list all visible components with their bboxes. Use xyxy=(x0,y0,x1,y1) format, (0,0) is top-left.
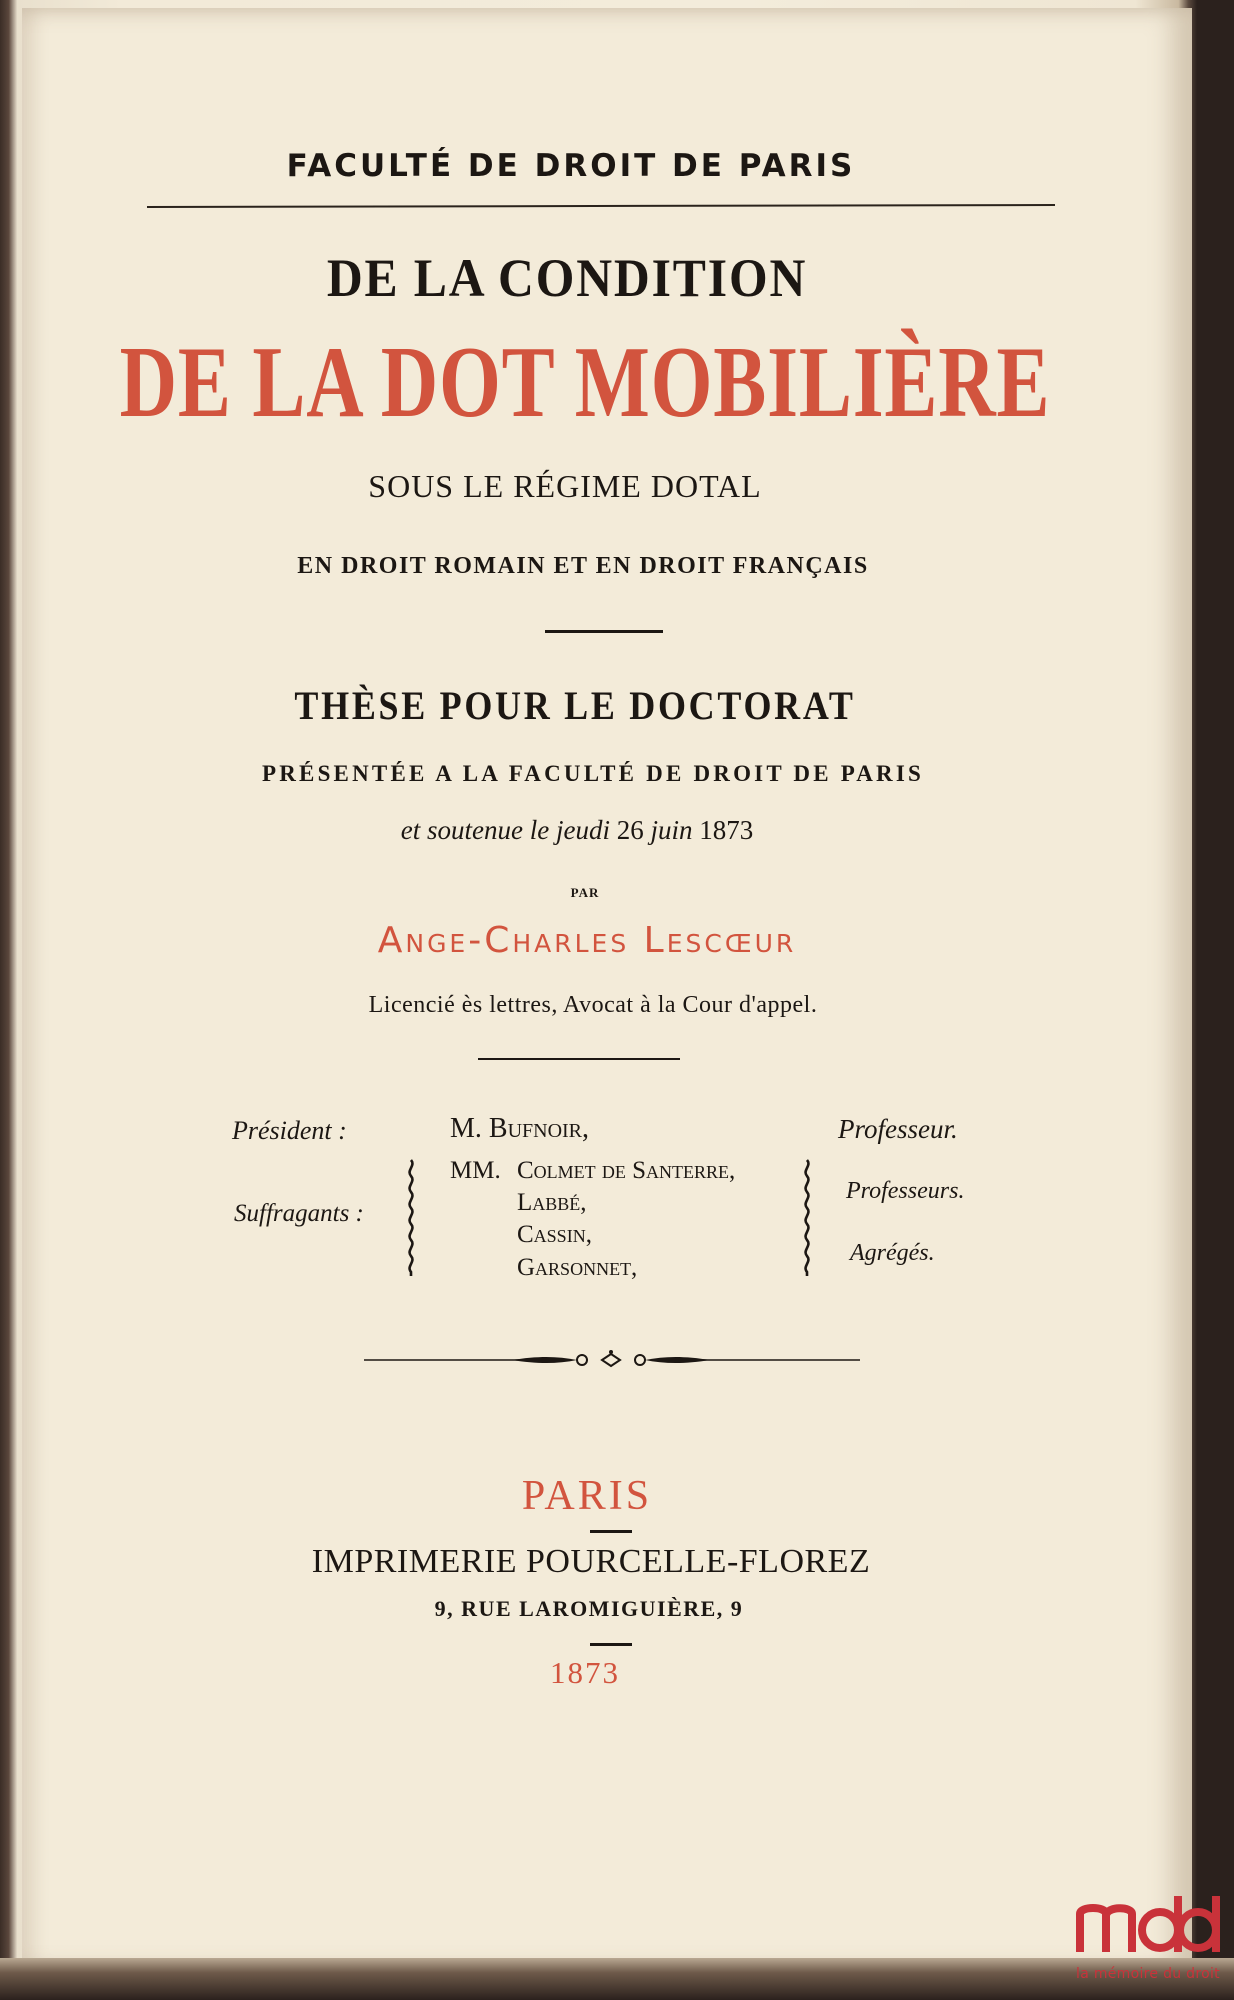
law-line: EN DROIT ROMAIN ET EN DROIT FRANÇAIS xyxy=(297,553,869,579)
president-label: Président : xyxy=(232,1116,347,1145)
mdd-logo-mark-icon xyxy=(1076,1892,1226,1956)
assessors-label: Suffragants : xyxy=(234,1200,364,1227)
divider-rule xyxy=(590,1530,632,1533)
by-label: PAR xyxy=(570,885,600,900)
ornamental-rule-icon xyxy=(362,1348,862,1372)
title-line-2: DE LA DOT MOBILIÈRE xyxy=(119,326,1051,439)
defense-line xyxy=(0,815,1194,846)
defense-month: juin xyxy=(650,815,693,845)
book-bottom-edge xyxy=(0,1958,1234,2000)
defense-text: et soutenue le jeudi xyxy=(400,815,610,845)
author-name: Ange-Charles Lescœur xyxy=(377,920,797,961)
imprint-year: 1873 xyxy=(550,1655,620,1690)
role-professors: Professeurs. xyxy=(846,1178,965,1204)
subtitle: SOUS LE RÉGIME DOTAL xyxy=(368,468,762,504)
jury-member: Labbé, xyxy=(517,1189,587,1216)
imprint-address: 9, RUE LAROMIGUIÈRE, 9 xyxy=(434,1596,744,1621)
jury-member: Cassin, xyxy=(517,1221,592,1248)
defense-day: 26 xyxy=(616,815,644,845)
jury-member: Colmet de Santerre, xyxy=(517,1157,736,1184)
title-line-1: DE LA CONDITION xyxy=(326,248,808,308)
wavy-brace-icon xyxy=(800,1158,814,1278)
mdd-logo-caption: la mémoire du droit xyxy=(1076,1966,1220,1982)
faculty-header: FACULTÉ DE DROIT DE PARIS xyxy=(286,148,856,184)
imprint-printer: IMPRIMERIE POURCELLE-FLOREZ xyxy=(311,1543,871,1580)
divider-rule xyxy=(590,1643,632,1646)
author-title: Licencié ès lettres, Avocat à la Cour d'appel. xyxy=(368,992,818,1018)
president-role: Professeur. xyxy=(838,1114,958,1144)
divider-rule xyxy=(478,1058,680,1060)
imprint-city: PARIS xyxy=(521,1473,653,1519)
defense-year: 1873 xyxy=(699,815,754,845)
role-agreges: Agrégés. xyxy=(850,1240,935,1266)
jury-members-prefix: MM. xyxy=(450,1157,501,1184)
jury-member: Garsonnet, xyxy=(517,1254,638,1281)
divider-rule xyxy=(545,630,663,633)
mdd-logo xyxy=(1076,1892,1226,1992)
wavy-brace-icon xyxy=(404,1158,418,1278)
presented-line: PRÉSENTÉE A LA FACULTÉ DE DROIT DE PARIS xyxy=(261,761,925,786)
president-name: M. Bufnoir, xyxy=(450,1113,590,1144)
thesis-title: THÈSE POUR LE DOCTORAT xyxy=(294,683,856,728)
